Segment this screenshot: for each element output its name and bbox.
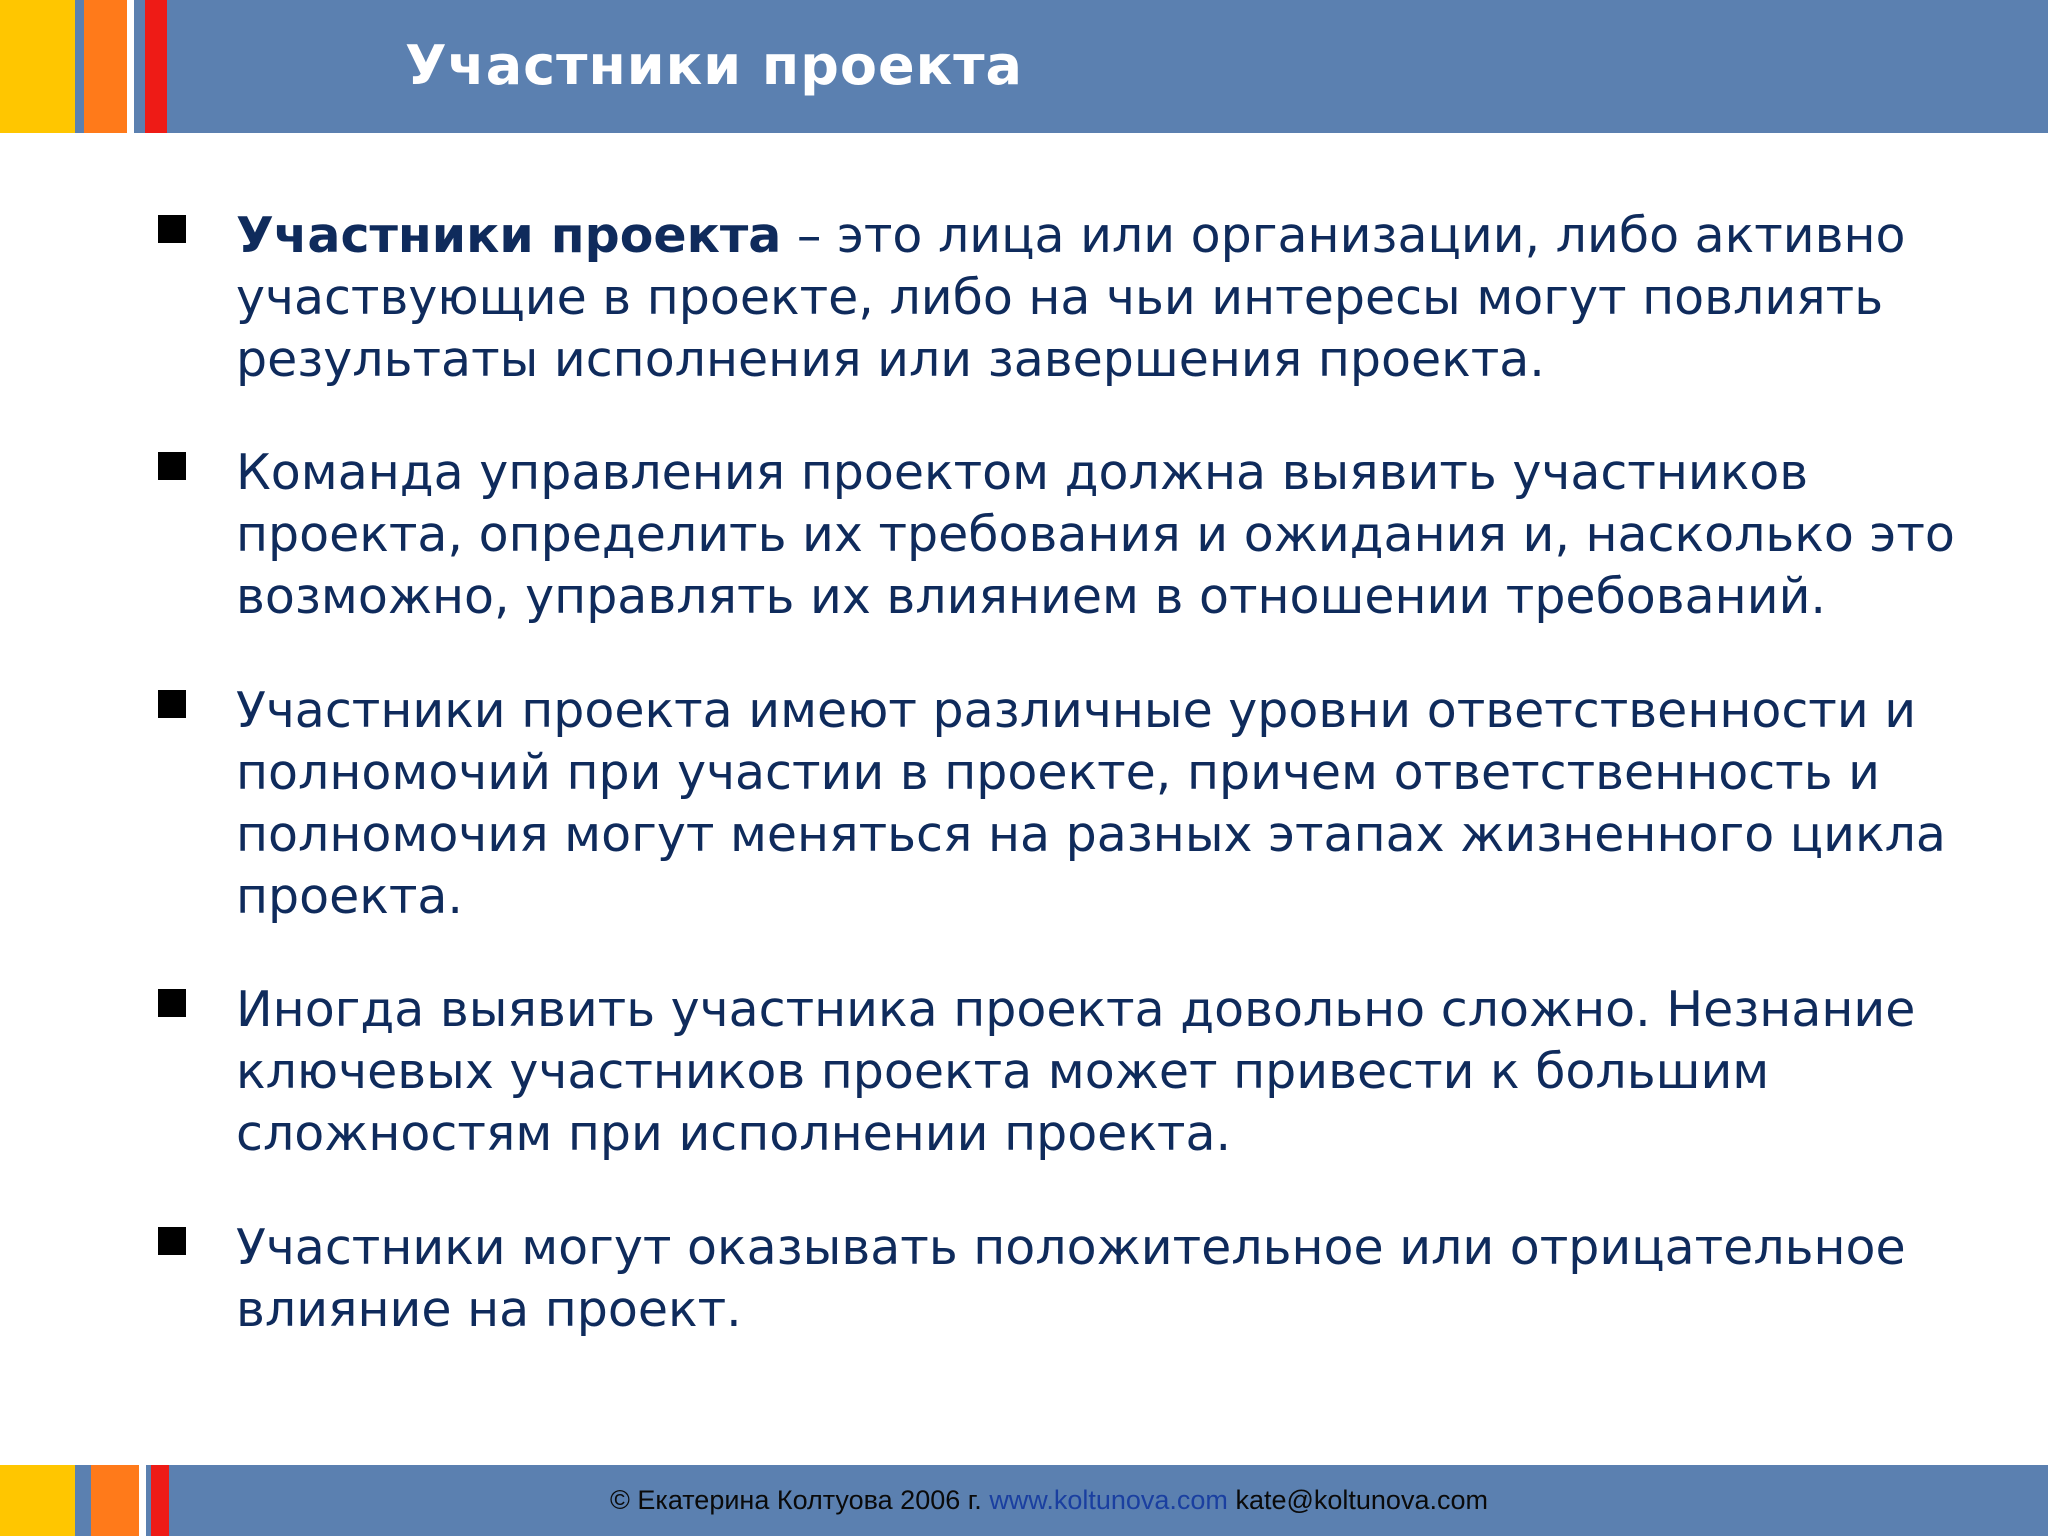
website-link[interactable]: www.koltunova.com bbox=[989, 1485, 1228, 1515]
orange-stripe bbox=[84, 0, 127, 133]
bullet-text: Участники могут оказывать положительное или отрицательное влияние на проект. bbox=[236, 1219, 1906, 1338]
header-band bbox=[0, 0, 2048, 133]
bullet-text: Иногда выявить участника проекта довольно сложно. Незнание ключевых участников проекта может привести к большим сложностям при исполнении проекта. bbox=[236, 981, 1916, 1162]
footer-band bbox=[0, 1465, 2048, 1536]
footer-text bbox=[0, 1465, 2048, 1536]
bullet-term: Участники проекта bbox=[236, 207, 782, 264]
square-bullet-icon bbox=[158, 215, 186, 243]
bullet-body: – это лица или организации, либо активно участвующие в проекте, либо на чьи интересы могут повлиять результаты исполнения или завершения проекта. bbox=[236, 207, 1906, 388]
bullet-text bbox=[236, 205, 1996, 391]
yellow-stripe bbox=[0, 0, 75, 133]
square-bullet-icon bbox=[158, 690, 186, 718]
bullet-text: Участники проекта имеют различные уровни ответственности и полномочий при участии в проекте, причем ответственность и полномочия могут меняться на разных этапах жизненного цикла проекта. bbox=[236, 682, 1946, 925]
email-text[interactable]: kate@koltunova.com bbox=[1235, 1485, 1488, 1515]
copyright-text: © Екатерина Колтуова 2006 г. bbox=[610, 1485, 982, 1515]
white-stripe bbox=[127, 0, 134, 133]
red-stripe bbox=[145, 0, 167, 133]
square-bullet-icon bbox=[158, 1227, 186, 1255]
square-bullet-icon bbox=[158, 989, 186, 1017]
square-bullet-icon bbox=[158, 452, 186, 480]
bullet-text: Команда управления проектом должна выявить участников проекта, определить их требования и ожидания и, насколько это возможно, управлять их влиянием в отношении требований. bbox=[236, 444, 1955, 625]
slide-title: Участники проекта bbox=[405, 34, 1023, 97]
